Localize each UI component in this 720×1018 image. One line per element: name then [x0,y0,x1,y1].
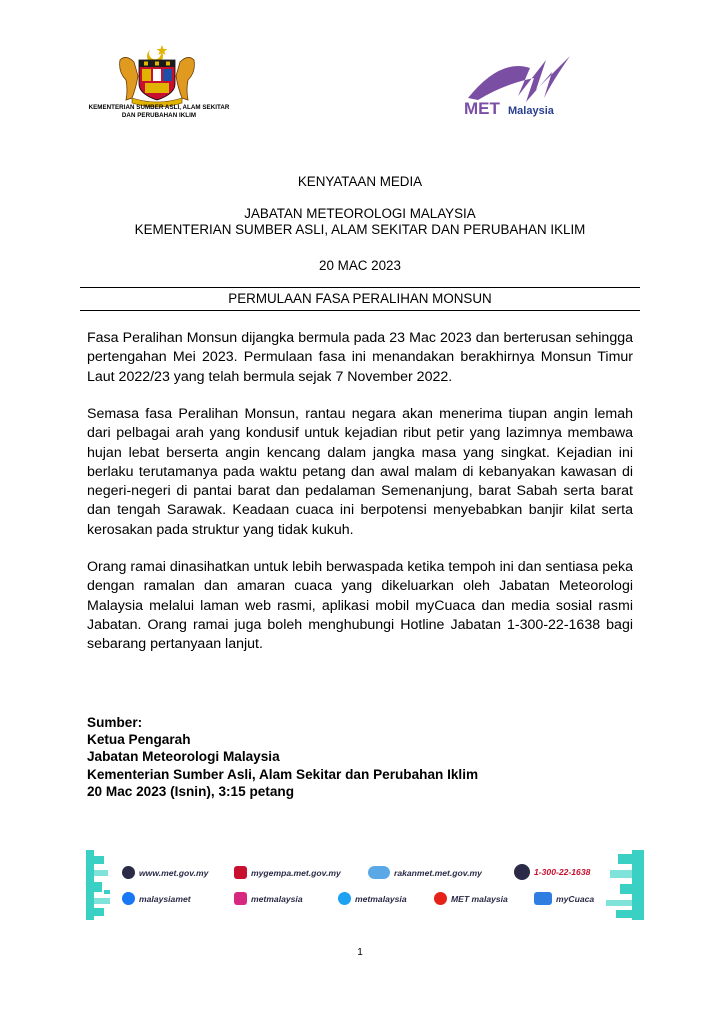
earthquake-app-icon [234,866,247,879]
footer-link-twitter-text: metmalaysia [355,893,407,904]
subject-rule-bottom [80,310,640,311]
source-block [87,714,478,800]
source-label: Sumber: [87,715,143,730]
department-line1: JABATAN METEOROLOGI MALAYSIA [244,206,476,221]
facebook-icon [122,892,135,905]
twitter-icon [338,892,351,905]
cloud-icon [368,866,390,879]
ministry-caption-line2: DAN PERUBAHAN IKLIM [121,112,197,119]
footer-band-left [86,850,116,920]
mycuaca-app-icon [534,892,552,905]
footer-link-hotline[interactable] [514,864,590,880]
document-date: 20 MAC 2023 [319,258,401,273]
page-number: 1 [357,947,363,958]
youtube-icon [434,892,447,905]
footer-link-mygempa-text: mygempa.met.gov.my [251,867,341,878]
met-logo-met-text: MET [464,99,500,118]
footer-link-instagram-text: metmalaysia [251,893,303,904]
body-paragraph-2: Semasa fasa Peralihan Monsun, rantau negara akan menerima tiupan angin lemah dari pelbagai arah yang kondusif untuk kejadian ribut petir yang lazimnya membawa hujan lebat berserta angin kencang dalam jangka masa yang singkat. Kejadian ini berlaku terutamanya pada waktu petang dan awal malam di kebanyakan kawasan di negeri-negeri di pantai barat dan pedalaman Semenanjung, barat Sabah serta barat dan tengah Sarawak. Keadaan cuaca ini berpotensi menyebabkan banjir kilat serta kerosakan pada struktur yang tidak kukuh. [87,406,633,538]
footer-band-right [602,850,644,920]
department-line2: KEMENTERIAN SUMBER ASLI, ALAM SEKITAR DAN PERUBAHAN IKLIM [134,222,586,237]
body-paragraph-3: Orang ramai dinasihatkan untuk lebih berwaspada ketika tempoh ini dan sentiasa peka dengan ramalan dan amaran cuaca yang dikeluarkan oleh Jabatan Meteorologi Malaysia melalui laman web rasmi, aplikasi mobil myCuaca dan media sosial rasmi Jabatan. Orang ramai juga boleh menghubungi Hotline Jabatan 1-300-22-1638 bagi sebarang pertanyaan lanjut. [87,559,633,653]
footer-link-facebook-text: malaysiamet [139,893,191,904]
footer-link-rakanmet[interactable] [368,866,482,879]
footer-link-rakanmet-text: rakanmet.met.gov.my [394,867,482,878]
footer-link-facebook[interactable] [122,892,191,905]
footer-link-youtube[interactable] [434,892,508,905]
footer-banner [86,850,644,920]
document-subject: PERMULAAN FASA PERALIHAN MONSUN [228,291,492,306]
source-line2: Jabatan Meteorologi Malaysia [87,749,280,765]
footer-link-website[interactable] [122,866,208,879]
phone-icon [514,864,530,880]
met-logo-malaysia-text: Malaysia [508,105,554,117]
footer-link-twitter[interactable] [338,892,407,905]
footer-link-mycuaca-text: myCuaca [556,893,595,904]
document-type-title: KENYATAAN MEDIA [297,174,423,189]
source-line4: 20 Mac 2023 (Isnin), 3:15 petang [87,783,295,799]
met-malaysia-logo [460,48,610,120]
footer-link-website-text: www.met.gov.my [139,867,209,878]
footer-link-hotline-text: 1-300-22-1638 [534,867,591,877]
malaysia-coat-of-arms-icon [112,42,202,108]
ministry-caption [74,104,244,120]
source-line3: Kementerian Sumber Asli, Alam Sekitar dan Perubahan Iklim [87,766,479,782]
footer-link-mycuaca[interactable] [534,892,594,905]
footer-link-mygempa[interactable] [234,866,341,879]
globe-icon [122,866,135,879]
footer-link-instagram[interactable] [234,892,303,905]
footer-link-youtube-text: MET malaysia [451,893,508,904]
ministry-caption-line1: KEMENTERIAN SUMBER ASLI, ALAM SEKITAR [88,104,230,111]
subject-rule-top [80,287,640,288]
instagram-icon [234,892,247,905]
source-line1: Ketua Pengarah [87,732,191,748]
body-paragraph-1: Fasa Peralihan Monsun dijangka bermula pada 23 Mac 2023 dan berterusan sehingga pertengahan Mei 2023. Permulaan fasa ini menandakan berakhirnya Monsun Timur Laut 2022/23 yang telah bermula sejak 7 November 2022. [87,330,633,385]
